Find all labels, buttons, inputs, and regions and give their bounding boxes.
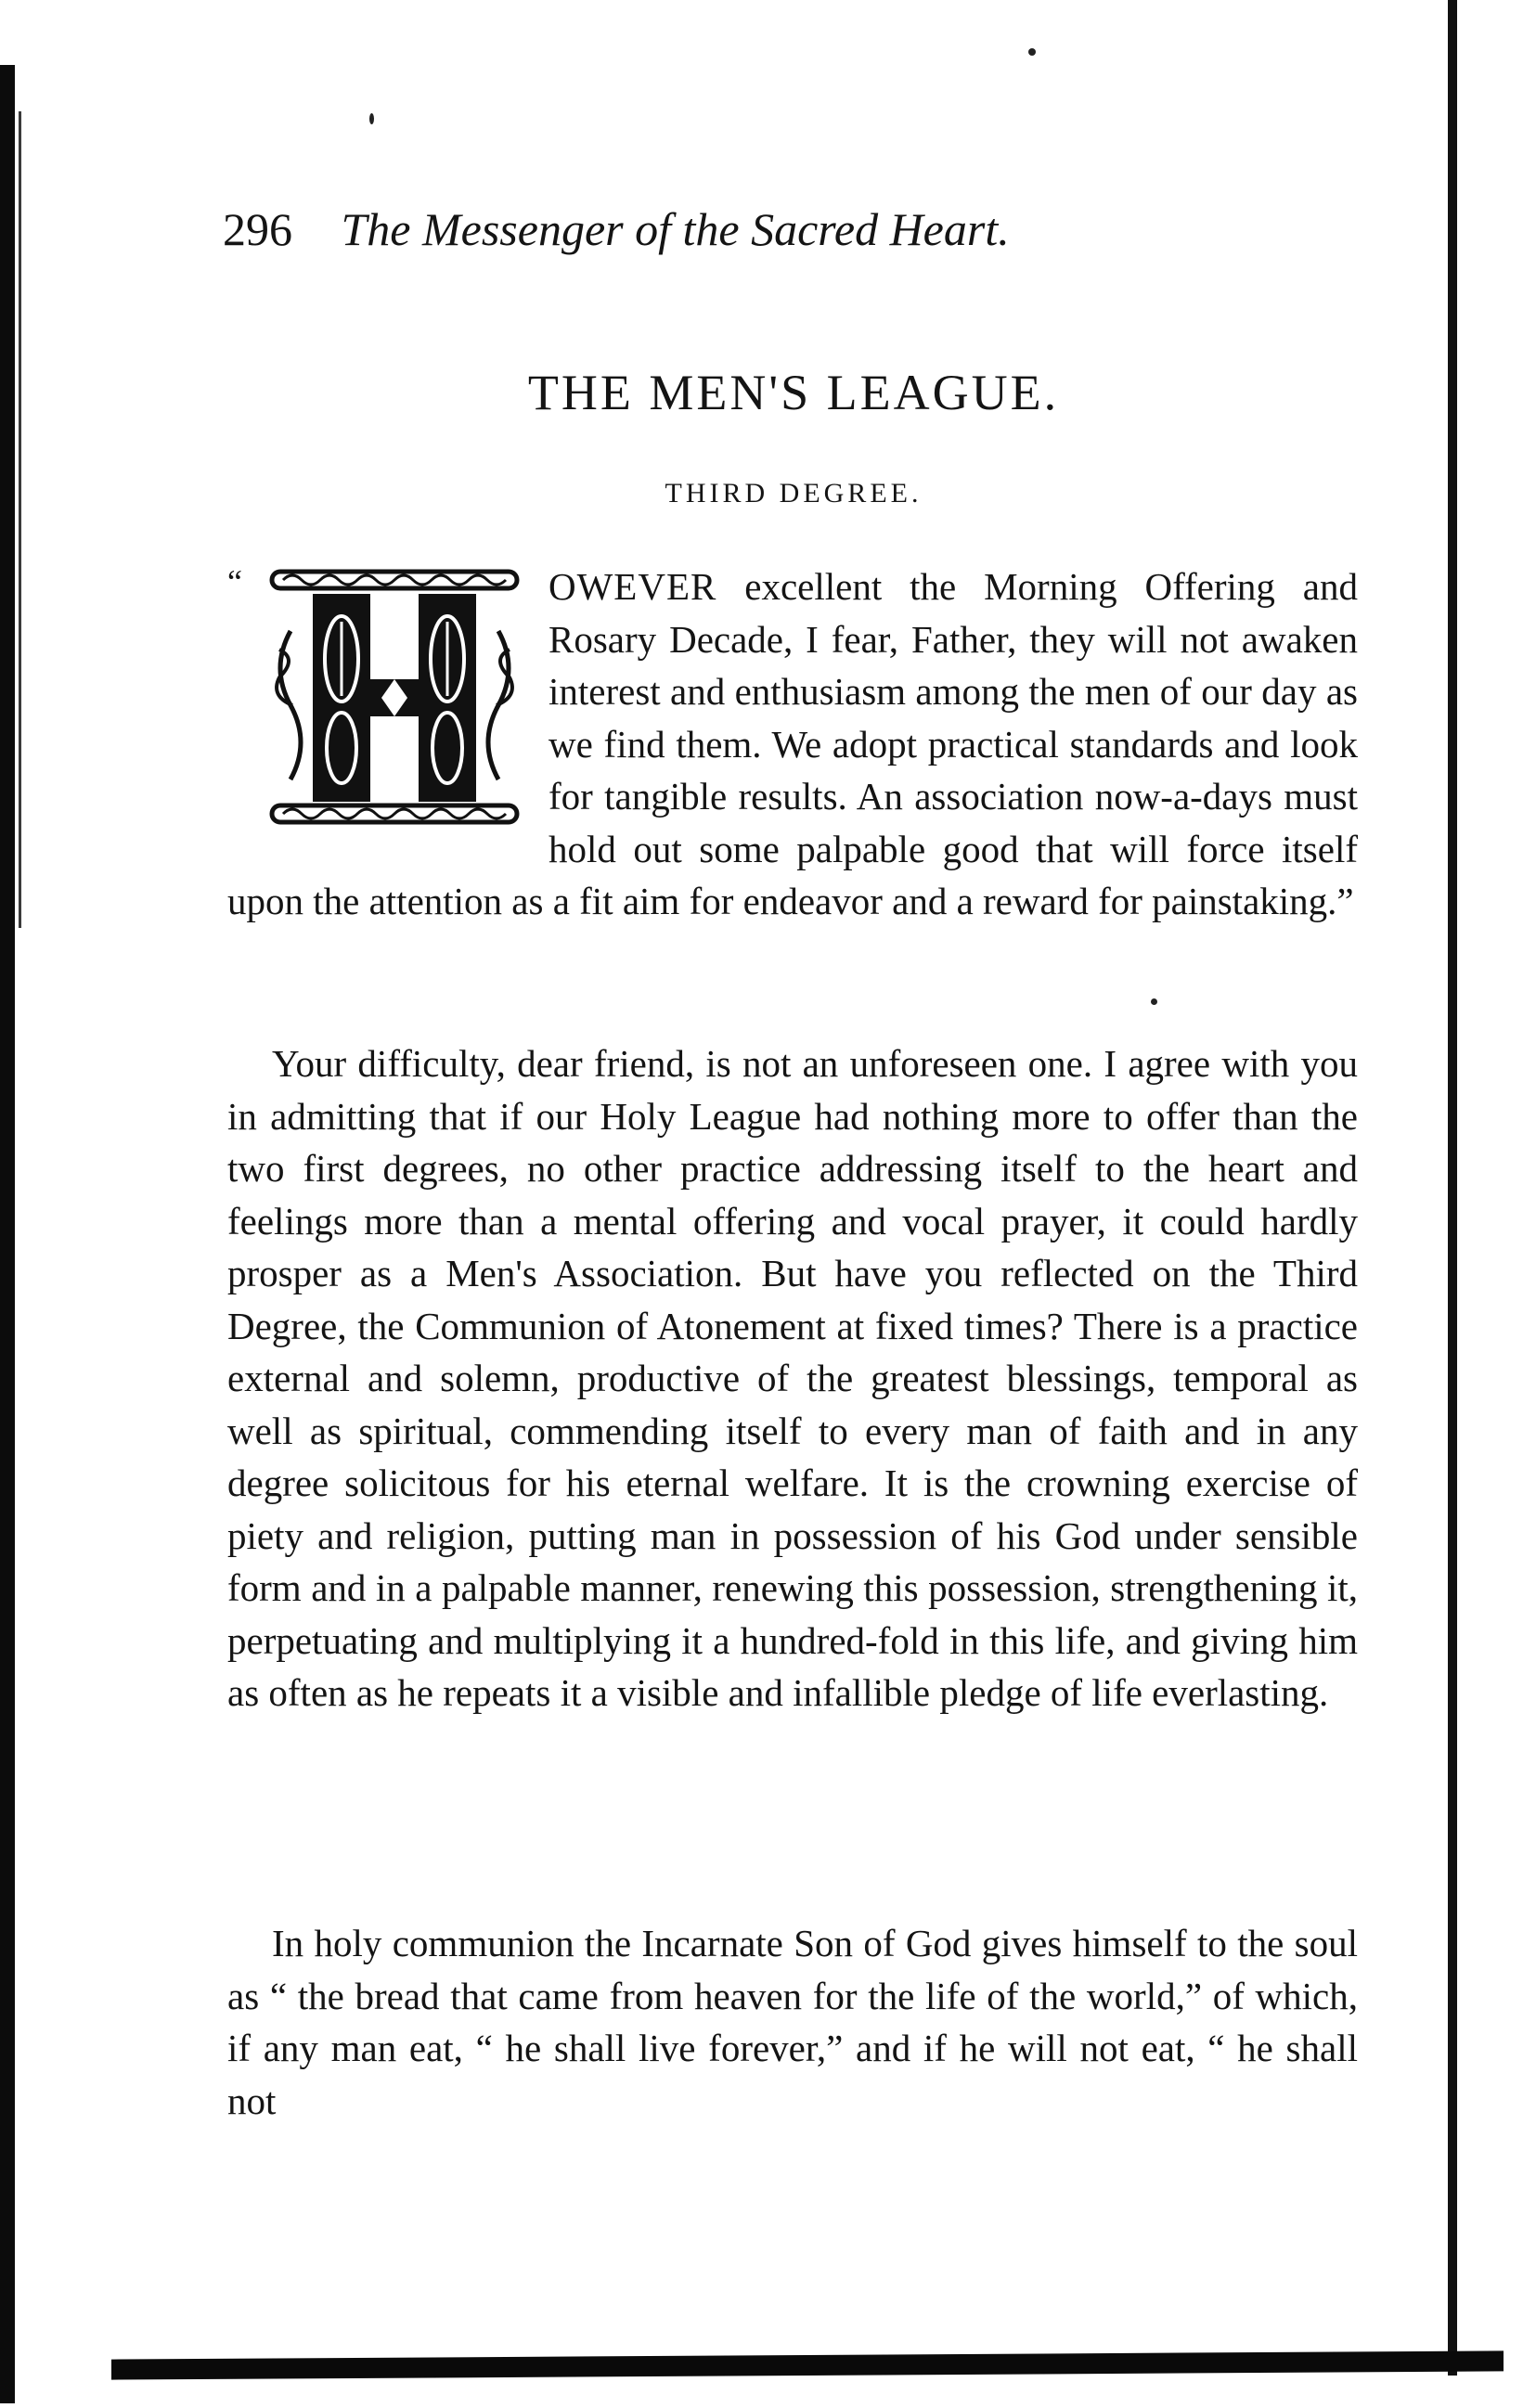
scan-speck [1028,48,1036,56]
paragraph-1-text: excellent the Morning Offering and Rosary Decade, I fear, Father, they will not awaken interest and enthusiasm among the men of our day as we find them. We adopt practical standards and look for tangible results. An association now-a-days must hold out some palpable good that will force itself upon the attention as a fit aim for endeavor and a reward for painstaking.” [227,565,1358,922]
ornamental-drop-cap-h [265,566,524,828]
scan-bottom-edge [111,2350,1504,2379]
running-head [223,202,1299,256]
paragraph-3: In holy communion the Incarnate Son of God gives himself to the soul as “ the bread that came from heaven for the life of the world,” of which, if any man eat, “ he shall live forever,” and if he will not eat, “ he shall not [227,1922,1358,2122]
scan-speck [1151,998,1157,1005]
scan-speck [369,113,374,124]
page-number: 296 [223,203,292,255]
paragraph-2: Your difficulty, dear friend, is not an unforeseen one. I agree with you in admitting that if our Holy League had nothing more to offer than the two first degrees, no other practice addressing itself to the heart and feelings more than a mental offering and vocal prayer, it could hardly prosper as a Men's Association. But have you reflected on the Third Degree, the Communion of Atonement at fixed times? There is a practice external and solemn, productive of the greatest blessings, temporal as well as spiritual, commending itself to every man of faith and in any degree solicitous for his eternal welfare. It is the crowning exercise of piety and religion, putting man in possession of his God under sensible form and in a palpable manner, renewing this possession, strengthening it, perpetuating and multiplying it a hundred-fold in this life, and giving him as often as he repeats it a visible and infallible pledge of life everlasting. [227,1042,1358,1714]
paragraph-1 [227,560,1358,928]
scan-left-edge [0,65,15,2403]
article-subtitle: THIRD DEGREE. [665,478,923,509]
opening-quote: “ [227,563,242,600]
running-title: The Messenger of the Sacred Heart. [341,203,1010,255]
scan-right-edge [1448,0,1457,2376]
article-title: THE MEN'S LEAGUE. [527,365,1060,420]
scan-left-edge-line [19,111,21,928]
lead-in-caps: OWEVER [549,565,717,608]
